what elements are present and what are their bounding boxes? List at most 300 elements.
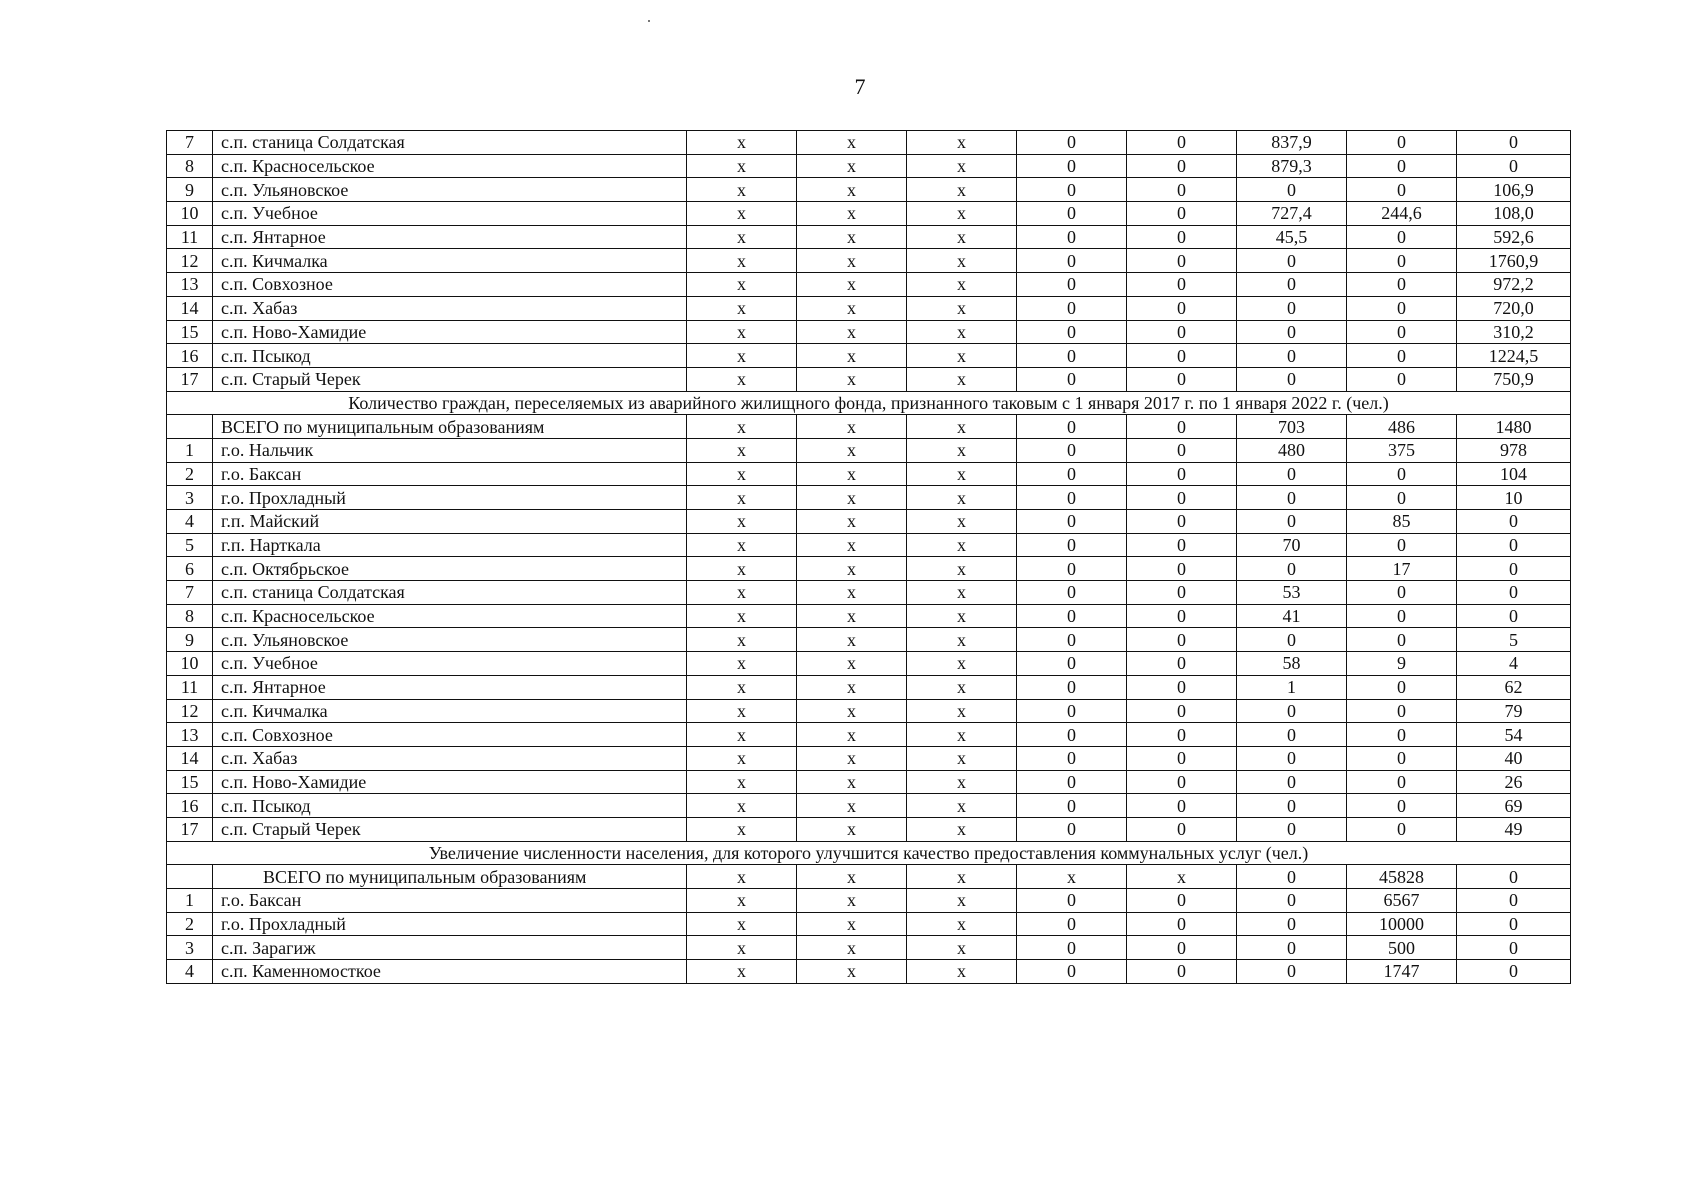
value-cell: х <box>797 438 907 462</box>
value-cell: 0 <box>1127 699 1237 723</box>
table-row <box>167 225 1571 249</box>
table-total-row <box>167 415 1571 439</box>
value-cell: 0 <box>1017 746 1127 770</box>
value-cell: 0 <box>1017 533 1127 557</box>
value-cell: х <box>687 912 797 936</box>
municipality-name: г.о. Прохладный <box>213 486 687 510</box>
row-number: 2 <box>167 912 213 936</box>
value-cell: 0 <box>1237 865 1347 889</box>
value-cell: х <box>797 912 907 936</box>
value-cell: х <box>907 581 1017 605</box>
row-number: 15 <box>167 320 213 344</box>
row-number: 8 <box>167 154 213 178</box>
value-cell: 0 <box>1347 746 1457 770</box>
row-number: 17 <box>167 817 213 841</box>
value-cell: 0 <box>1457 936 1571 960</box>
value-cell: х <box>797 794 907 818</box>
value-cell: 0 <box>1347 249 1457 273</box>
value-cell: 0 <box>1237 273 1347 297</box>
value-cell: 0 <box>1457 960 1571 984</box>
row-number: 10 <box>167 652 213 676</box>
municipality-name: с.п. Красносельское <box>213 154 687 178</box>
municipality-name: с.п. Ульяновское <box>213 178 687 202</box>
value-cell: 0 <box>1017 486 1127 510</box>
municipality-name: с.п. Хабаз <box>213 296 687 320</box>
value-cell: х <box>687 154 797 178</box>
table-row <box>167 273 1571 297</box>
value-cell: х <box>687 178 797 202</box>
value-cell: х <box>797 652 907 676</box>
value-cell: 0 <box>1237 249 1347 273</box>
value-cell: х <box>907 746 1017 770</box>
value-cell: 592,6 <box>1457 225 1571 249</box>
value-cell: х <box>907 936 1017 960</box>
value-cell: 972,2 <box>1457 273 1571 297</box>
scan-speck <box>648 20 650 22</box>
value-cell: 0 <box>1017 723 1127 747</box>
table-row <box>167 438 1571 462</box>
value-cell: 0 <box>1127 628 1237 652</box>
value-cell: 0 <box>1017 438 1127 462</box>
table-row <box>167 746 1571 770</box>
value-cell: х <box>797 936 907 960</box>
row-number: 11 <box>167 225 213 249</box>
value-cell: 0 <box>1017 936 1127 960</box>
municipality-name: с.п. Учебное <box>213 202 687 226</box>
section-header-row <box>167 841 1571 865</box>
value-cell: х <box>797 746 907 770</box>
value-cell: х <box>687 533 797 557</box>
municipality-name: с.п. Ново-Хамидие <box>213 320 687 344</box>
value-cell: 10 <box>1457 486 1571 510</box>
value-cell: 837,9 <box>1237 131 1347 155</box>
row-number: 7 <box>167 581 213 605</box>
municipality-name: ВСЕГО по муниципальным образованиям <box>213 415 687 439</box>
value-cell: 0 <box>1347 154 1457 178</box>
value-cell: 0 <box>1017 770 1127 794</box>
value-cell: 0 <box>1237 462 1347 486</box>
table-row <box>167 486 1571 510</box>
table-row <box>167 296 1571 320</box>
value-cell: 978 <box>1457 438 1571 462</box>
value-cell: х <box>797 273 907 297</box>
value-cell: 0 <box>1017 675 1127 699</box>
row-number: 9 <box>167 628 213 652</box>
row-number: 7 <box>167 131 213 155</box>
value-cell: 0 <box>1127 367 1237 391</box>
value-cell: х <box>687 936 797 960</box>
value-cell: х <box>1127 865 1237 889</box>
municipality-name: с.п. Кичмалка <box>213 249 687 273</box>
value-cell: х <box>687 367 797 391</box>
value-cell: 727,4 <box>1237 202 1347 226</box>
value-cell: х <box>907 202 1017 226</box>
table-row <box>167 817 1571 841</box>
value-cell: х <box>687 249 797 273</box>
value-cell: 0 <box>1457 557 1571 581</box>
value-cell: х <box>907 604 1017 628</box>
value-cell: х <box>687 746 797 770</box>
value-cell: 0 <box>1127 462 1237 486</box>
value-cell: х <box>907 438 1017 462</box>
value-cell: 0 <box>1237 628 1347 652</box>
value-cell: 0 <box>1237 344 1347 368</box>
value-cell: х <box>797 154 907 178</box>
table-row <box>167 344 1571 368</box>
value-cell: х <box>687 510 797 534</box>
municipality-name: с.п. Учебное <box>213 652 687 676</box>
value-cell: 0 <box>1347 486 1457 510</box>
table-row <box>167 510 1571 534</box>
row-number: 3 <box>167 936 213 960</box>
value-cell: 0 <box>1127 533 1237 557</box>
table-row <box>167 912 1571 936</box>
value-cell: х <box>907 817 1017 841</box>
value-cell: 40 <box>1457 746 1571 770</box>
value-cell: х <box>687 817 797 841</box>
value-cell: х <box>687 486 797 510</box>
value-cell: 62 <box>1457 675 1571 699</box>
table-row <box>167 936 1571 960</box>
value-cell: х <box>907 699 1017 723</box>
value-cell: 0 <box>1237 486 1347 510</box>
table-row <box>167 367 1571 391</box>
value-cell: 106,9 <box>1457 178 1571 202</box>
value-cell: 0 <box>1127 723 1237 747</box>
value-cell: 53 <box>1237 581 1347 605</box>
value-cell: 54 <box>1457 723 1571 747</box>
table-total-row <box>167 865 1571 889</box>
row-number: 4 <box>167 510 213 534</box>
municipality-name: с.п. Каменномосткое <box>213 960 687 984</box>
table-row <box>167 202 1571 226</box>
value-cell: х <box>687 723 797 747</box>
value-cell: 0 <box>1017 581 1127 605</box>
value-cell: 0 <box>1347 817 1457 841</box>
value-cell: 0 <box>1017 462 1127 486</box>
value-cell: х <box>687 320 797 344</box>
value-cell: 703 <box>1237 415 1347 439</box>
municipality-name: с.п. Зарагиж <box>213 936 687 960</box>
value-cell: х <box>687 628 797 652</box>
value-cell: 500 <box>1347 936 1457 960</box>
value-cell: х <box>797 249 907 273</box>
value-cell: 45,5 <box>1237 225 1347 249</box>
value-cell: х <box>907 889 1017 913</box>
value-cell: 0 <box>1347 770 1457 794</box>
value-cell: 0 <box>1017 415 1127 439</box>
table-row <box>167 320 1571 344</box>
table-row <box>167 770 1571 794</box>
value-cell: 0 <box>1347 344 1457 368</box>
table-row <box>167 652 1571 676</box>
value-cell: х <box>687 699 797 723</box>
row-number: 16 <box>167 794 213 818</box>
value-cell: 0 <box>1347 699 1457 723</box>
value-cell: х <box>907 865 1017 889</box>
value-cell: 0 <box>1347 675 1457 699</box>
municipality-name: с.п. Псыкод <box>213 344 687 368</box>
value-cell: 0 <box>1237 960 1347 984</box>
value-cell: 0 <box>1127 817 1237 841</box>
value-cell: 0 <box>1127 320 1237 344</box>
value-cell: х <box>687 865 797 889</box>
value-cell: х <box>797 675 907 699</box>
table-row <box>167 131 1571 155</box>
value-cell: 0 <box>1457 154 1571 178</box>
value-cell: 0 <box>1347 296 1457 320</box>
row-number: 13 <box>167 273 213 297</box>
value-cell: 244,6 <box>1347 202 1457 226</box>
value-cell: 0 <box>1017 249 1127 273</box>
value-cell: 0 <box>1237 936 1347 960</box>
value-cell: 0 <box>1127 296 1237 320</box>
value-cell: х <box>687 652 797 676</box>
table-row <box>167 794 1571 818</box>
value-cell: х <box>907 510 1017 534</box>
value-cell: х <box>687 794 797 818</box>
table-row <box>167 628 1571 652</box>
value-cell: 41 <box>1237 604 1347 628</box>
value-cell: х <box>907 462 1017 486</box>
value-cell: 17 <box>1347 557 1457 581</box>
value-cell: х <box>687 604 797 628</box>
value-cell: 0 <box>1347 320 1457 344</box>
value-cell: 0 <box>1457 581 1571 605</box>
value-cell: 0 <box>1017 699 1127 723</box>
value-cell: 0 <box>1347 581 1457 605</box>
value-cell: х <box>687 131 797 155</box>
row-number: 14 <box>167 746 213 770</box>
value-cell: 0 <box>1127 154 1237 178</box>
value-cell: х <box>907 320 1017 344</box>
row-number: 5 <box>167 533 213 557</box>
value-cell: 0 <box>1127 581 1237 605</box>
value-cell: 26 <box>1457 770 1571 794</box>
value-cell: 0 <box>1237 699 1347 723</box>
value-cell: 1224,5 <box>1457 344 1571 368</box>
value-cell: 0 <box>1127 510 1237 534</box>
value-cell: 0 <box>1237 723 1347 747</box>
value-cell: х <box>687 675 797 699</box>
value-cell: 0 <box>1127 225 1237 249</box>
municipality-name: г.п. Нарткала <box>213 533 687 557</box>
value-cell: 0 <box>1017 628 1127 652</box>
value-cell: 0 <box>1347 178 1457 202</box>
table-row <box>167 557 1571 581</box>
value-cell: 0 <box>1017 557 1127 581</box>
value-cell: х <box>687 273 797 297</box>
municipality-name: с.п. Старый Черек <box>213 367 687 391</box>
value-cell: х <box>907 723 1017 747</box>
value-cell: 0 <box>1237 817 1347 841</box>
municipality-name: с.п. Псыкод <box>213 794 687 818</box>
row-number: 16 <box>167 344 213 368</box>
value-cell: 1 <box>1237 675 1347 699</box>
value-cell: 5 <box>1457 628 1571 652</box>
value-cell: 0 <box>1237 794 1347 818</box>
municipality-name: г.о. Баксан <box>213 889 687 913</box>
municipality-name: ВСЕГО по муниципальным образованиям <box>213 865 687 889</box>
value-cell: х <box>797 817 907 841</box>
table-row <box>167 889 1571 913</box>
value-cell: х <box>907 486 1017 510</box>
value-cell: 104 <box>1457 462 1571 486</box>
value-cell: 0 <box>1127 936 1237 960</box>
value-cell: х <box>907 912 1017 936</box>
value-cell: х <box>797 723 907 747</box>
value-cell: 0 <box>1237 746 1347 770</box>
row-number: 14 <box>167 296 213 320</box>
value-cell: х <box>907 533 1017 557</box>
value-cell: 85 <box>1347 510 1457 534</box>
row-number: 10 <box>167 202 213 226</box>
value-cell: х <box>687 557 797 581</box>
value-cell: 0 <box>1017 889 1127 913</box>
value-cell: х <box>687 344 797 368</box>
municipality-name: с.п. Совхозное <box>213 723 687 747</box>
value-cell: 879,3 <box>1237 154 1347 178</box>
value-cell: 0 <box>1127 912 1237 936</box>
row-number: 1 <box>167 438 213 462</box>
value-cell: 0 <box>1127 438 1237 462</box>
value-cell: 0 <box>1127 131 1237 155</box>
value-cell: х <box>797 604 907 628</box>
value-cell: 0 <box>1127 178 1237 202</box>
municipality-name: с.п. Ново-Хамидие <box>213 770 687 794</box>
value-cell: х <box>797 202 907 226</box>
value-cell: 0 <box>1017 344 1127 368</box>
value-cell: х <box>907 154 1017 178</box>
value-cell: х <box>797 415 907 439</box>
value-cell: х <box>797 367 907 391</box>
value-cell: 486 <box>1347 415 1457 439</box>
value-cell: 0 <box>1127 415 1237 439</box>
value-cell: х <box>907 344 1017 368</box>
value-cell: 0 <box>1237 912 1347 936</box>
value-cell: 0 <box>1017 912 1127 936</box>
value-cell: х <box>797 510 907 534</box>
value-cell: х <box>797 889 907 913</box>
value-cell: х <box>797 865 907 889</box>
value-cell: 0 <box>1237 889 1347 913</box>
value-cell: 0 <box>1347 533 1457 557</box>
value-cell: 0 <box>1237 296 1347 320</box>
value-cell: х <box>687 960 797 984</box>
value-cell: 0 <box>1127 557 1237 581</box>
table-row <box>167 699 1571 723</box>
value-cell: х <box>687 202 797 226</box>
value-cell: 0 <box>1127 273 1237 297</box>
value-cell: х <box>907 131 1017 155</box>
value-cell: 45828 <box>1347 865 1457 889</box>
value-cell: х <box>907 367 1017 391</box>
table-row <box>167 581 1571 605</box>
value-cell: 0 <box>1017 652 1127 676</box>
value-cell: 69 <box>1457 794 1571 818</box>
value-cell: 0 <box>1127 770 1237 794</box>
data-table <box>166 130 1571 984</box>
value-cell: 0 <box>1457 533 1571 557</box>
value-cell: 0 <box>1127 889 1237 913</box>
table-row <box>167 154 1571 178</box>
value-cell: х <box>907 794 1017 818</box>
value-cell: х <box>797 486 907 510</box>
municipality-name: с.п. Старый Черек <box>213 817 687 841</box>
value-cell: 0 <box>1457 865 1571 889</box>
value-cell: х <box>687 889 797 913</box>
row-number: 8 <box>167 604 213 628</box>
value-cell: 0 <box>1017 131 1127 155</box>
section-header-row <box>167 391 1571 415</box>
value-cell: 375 <box>1347 438 1457 462</box>
value-cell: х <box>907 415 1017 439</box>
value-cell: 0 <box>1127 486 1237 510</box>
page-number: 7 <box>854 74 866 99</box>
value-cell: 0 <box>1347 723 1457 747</box>
value-cell: х <box>687 225 797 249</box>
value-cell: 0 <box>1017 960 1127 984</box>
section-title: Увеличение численности населения, для которого улучшится качество предоставления коммунальных услуг (чел.) <box>167 841 1571 865</box>
municipality-name: с.п. Хабаз <box>213 746 687 770</box>
value-cell: х <box>907 652 1017 676</box>
municipality-name: с.п. Красносельское <box>213 604 687 628</box>
table-row <box>167 723 1571 747</box>
value-cell: х <box>797 178 907 202</box>
municipality-name: с.п. Совхозное <box>213 273 687 297</box>
value-cell: х <box>907 178 1017 202</box>
value-cell: х <box>907 770 1017 794</box>
value-cell: 0 <box>1347 462 1457 486</box>
value-cell: 0 <box>1457 510 1571 534</box>
value-cell: х <box>797 581 907 605</box>
value-cell: 0 <box>1237 367 1347 391</box>
row-number: 12 <box>167 249 213 273</box>
value-cell: 49 <box>1457 817 1571 841</box>
value-cell: 0 <box>1237 510 1347 534</box>
row-number: 15 <box>167 770 213 794</box>
value-cell: х <box>797 699 907 723</box>
municipality-name: г.о. Прохладный <box>213 912 687 936</box>
value-cell: х <box>687 415 797 439</box>
value-cell: х <box>907 557 1017 581</box>
value-cell: х <box>687 438 797 462</box>
table-row <box>167 960 1571 984</box>
value-cell: х <box>797 320 907 344</box>
value-cell: х <box>907 225 1017 249</box>
value-cell: х <box>1017 865 1127 889</box>
value-cell: 0 <box>1457 131 1571 155</box>
value-cell: х <box>687 296 797 320</box>
value-cell: 0 <box>1127 746 1237 770</box>
table-row <box>167 604 1571 628</box>
value-cell: 108,0 <box>1457 202 1571 226</box>
value-cell: 0 <box>1237 557 1347 581</box>
value-cell: 0 <box>1347 367 1457 391</box>
row-number: 17 <box>167 367 213 391</box>
value-cell: х <box>907 675 1017 699</box>
value-cell: х <box>797 344 907 368</box>
municipality-name: с.п. станица Солдатская <box>213 581 687 605</box>
row-number: 9 <box>167 178 213 202</box>
value-cell: х <box>907 960 1017 984</box>
value-cell: 310,2 <box>1457 320 1571 344</box>
municipality-name: с.п. Октябрьское <box>213 557 687 581</box>
value-cell: 0 <box>1127 652 1237 676</box>
value-cell: 4 <box>1457 652 1571 676</box>
value-cell: х <box>797 557 907 581</box>
table-row <box>167 533 1571 557</box>
